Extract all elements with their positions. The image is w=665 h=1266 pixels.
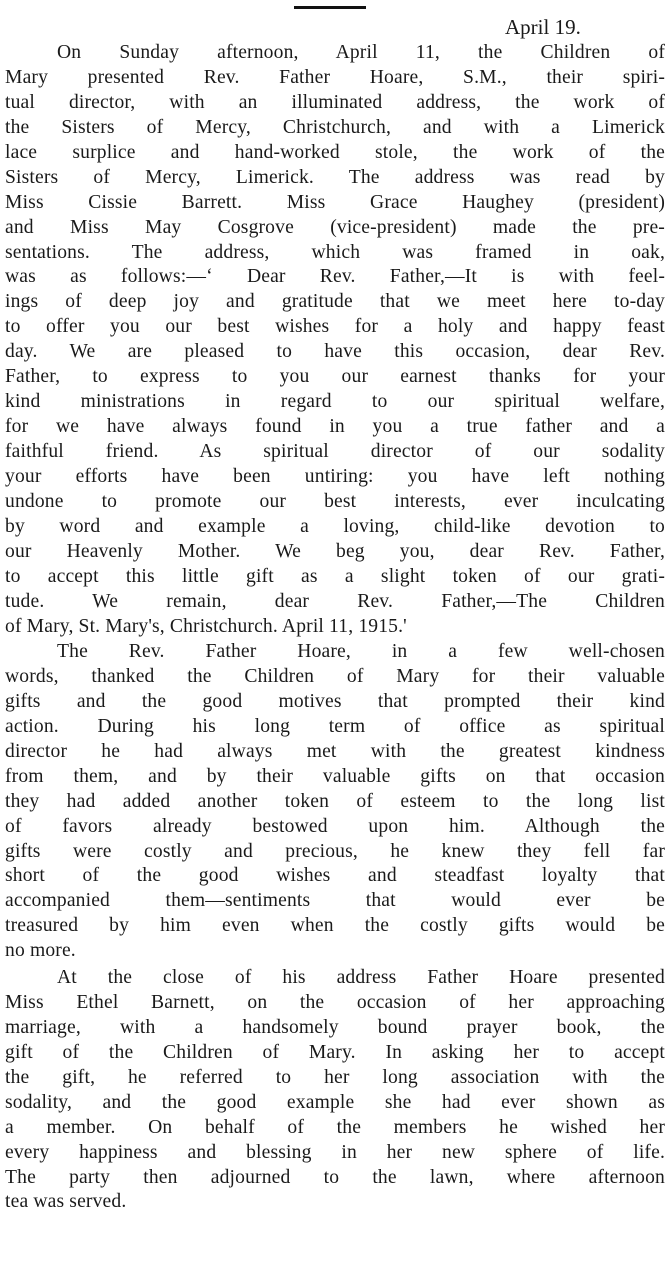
text-line: On Sunday afternoon, April 11, the Children of xyxy=(57,42,665,63)
text-line: and Miss May Cosgrove (vice-president) made the pre- xyxy=(5,216,665,238)
text-line: to accept this little gift as a slight token of our grati- xyxy=(5,565,665,587)
text-line: by word and example a loving, child-like devotion to xyxy=(5,515,665,537)
text-line: sentations. The address, which was framed in oak, xyxy=(5,241,665,263)
text-line: The party then adjourned to the lawn, where afternoon xyxy=(5,1166,665,1188)
text-line: every happiness and blessing in her new sphere of life. xyxy=(5,1141,665,1163)
text-line: the Sisters of Mercy, Christchurch, and with a Limerick xyxy=(5,116,665,138)
text-line: action. During his long term of office as spiritual xyxy=(5,715,665,737)
text-line: for we have always found in you a true father and a xyxy=(5,416,665,438)
text-line: sodality, and the good example she had ever shown as xyxy=(5,1091,665,1113)
text-line: they had added another token of esteem to the long list xyxy=(5,790,665,812)
text-line: a member. On behalf of the members he wished her xyxy=(5,1116,665,1138)
text-line: gifts and the good motives that prompted their kind xyxy=(5,690,665,712)
text-line: tude. We remain, dear Rev. Father,—The Children xyxy=(5,590,665,612)
text-line: faithful friend. As spiritual director of our sodality xyxy=(5,441,665,462)
text-line: to offer you our best wishes for a holy and happy feast xyxy=(5,316,665,338)
text-line: short of the good wishes and steadfast loyalty that xyxy=(5,865,665,887)
paragraph-father-reply xyxy=(0,640,665,964)
text-line: treasured by him even when the costly gifts would be xyxy=(5,915,665,937)
dateline: April 19. xyxy=(505,15,581,39)
column-separator-rule xyxy=(294,6,366,9)
text-line: lace surplice and hand-worked stole, the work of the xyxy=(5,141,665,163)
text-line: from them, and by their valuable gifts on that occasion xyxy=(5,765,665,787)
text-line: kind ministrations in regard to our spiritual welfare, xyxy=(5,391,665,413)
text-line: our Heavenly Mother. We beg you, dear Rev. Father, xyxy=(5,540,665,562)
text-line: words, thanked the Children of Mary for their valuable xyxy=(5,665,665,687)
text-line: Sisters of Mercy, Limerick. The address was read by xyxy=(5,166,665,188)
text-line: no more. xyxy=(5,940,76,962)
text-line: Miss Cissie Barrett. Miss Grace Haughey (president) xyxy=(5,191,665,213)
text-line: of Mary, St. Mary's, Christchurch. April 11, 1915.' xyxy=(5,615,407,637)
text-line: Father, to express to you our earnest thanks for your xyxy=(5,366,665,388)
paragraph-wedding-gift xyxy=(0,966,665,1215)
text-line: tual director, with an illuminated address, the work of xyxy=(5,91,665,113)
text-line: At the close of his address Father Hoare presented xyxy=(57,967,665,988)
text-line: The Rev. Father Hoare, in a few well-chosen xyxy=(57,641,665,662)
text-line: tea was served. xyxy=(5,1191,127,1213)
text-line: gifts were costly and precious, he knew they fell far xyxy=(5,840,665,862)
text-line: the gift, he referred to her long association with the xyxy=(5,1066,665,1088)
text-line: gift of the Children of Mary. In asking her to accept xyxy=(5,1041,665,1063)
text-line: director he had always met with the greatest kindness xyxy=(5,740,665,762)
paragraph-address-presentation xyxy=(0,41,665,640)
text-line: Miss Ethel Barnett, on the occasion of her approaching xyxy=(5,991,665,1013)
text-line: accompanied them—sentiments that would ever be xyxy=(5,890,665,912)
text-line: undone to promote our best interests, ever inculcating xyxy=(5,490,665,512)
text-line: ings of deep joy and gratitude that we meet here to-day xyxy=(5,291,665,313)
text-line: your efforts have been untiring: you have left nothing xyxy=(5,465,665,487)
text-line: day. We are pleased to have this occasion, dear Rev. xyxy=(5,341,665,363)
text-line: Mary presented Rev. Father Hoare, S.M., their spiri- xyxy=(5,66,665,88)
text-line: was as follows:—‘ Dear Rev. Father,—It is with feel- xyxy=(5,266,665,288)
text-line: marriage, with a handsomely bound prayer book, the xyxy=(5,1016,665,1038)
text-line: of favors already bestowed upon him. Although the xyxy=(5,815,665,837)
